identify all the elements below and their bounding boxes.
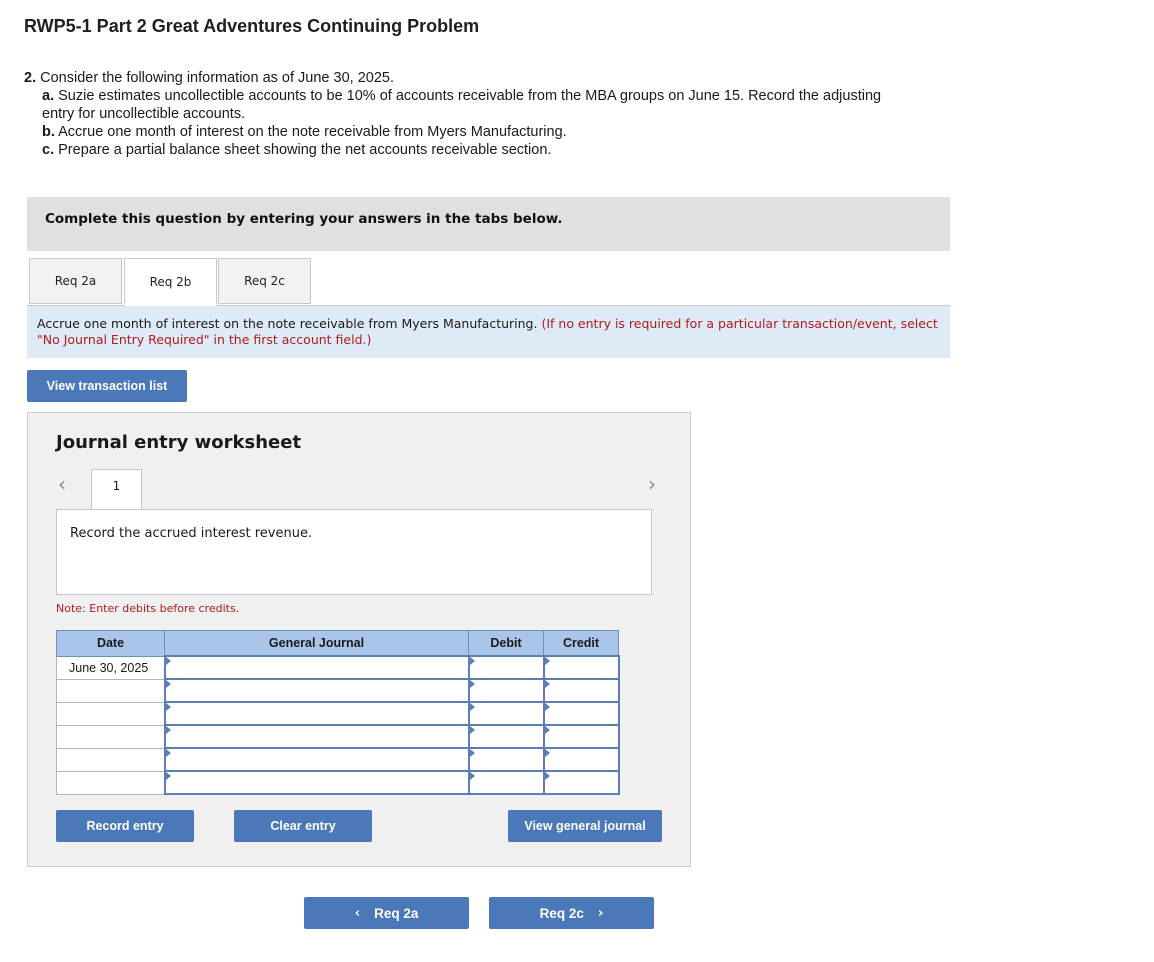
page-title: RWP5-1 Part 2 Great Adventures Continuing Problem — [24, 16, 480, 36]
date-cell — [57, 702, 165, 725]
table-row — [57, 771, 619, 794]
tab-req-2a[interactable]: Req 2a — [29, 258, 122, 304]
account-input[interactable] — [165, 771, 469, 794]
worksheet-title: Journal entry worksheet — [56, 432, 302, 453]
next-req-button[interactable] — [489, 897, 654, 929]
debit-input[interactable] — [469, 771, 544, 794]
chevron-right-icon[interactable]: › — [648, 472, 656, 496]
entry-description: Record the accrued interest revenue. — [56, 509, 652, 595]
question-part-c: c. Prepare a partial balance sheet showing the net accounts receivable section. — [42, 142, 552, 158]
debit-input[interactable] — [469, 702, 544, 725]
column-header-debit: Debit — [469, 631, 544, 657]
view-general-journal-button[interactable]: View general journal — [508, 810, 662, 842]
account-input[interactable] — [165, 748, 469, 771]
prev-req-label: Req 2a — [374, 905, 419, 921]
requirement-instruction: Accrue one month of interest on the note receivable from Myers Manufacturing. (If no entry is required for a particular transaction/event, select "No Journal Entry Required" in the first account field.) — [27, 306, 950, 358]
instruction-hint: (If no entry is required for a particular transaction/event, select "No Journal Entry Required" in the first account field.) — [37, 316, 938, 347]
view-transaction-list-button[interactable]: View transaction list — [27, 370, 187, 402]
tab-req-2c[interactable]: Req 2c — [218, 258, 311, 304]
clear-entry-button[interactable]: Clear entry — [234, 810, 372, 842]
table-row — [57, 702, 619, 725]
next-req-label: Req 2c — [539, 905, 584, 921]
date-cell — [57, 748, 165, 771]
debit-input[interactable] — [469, 725, 544, 748]
date-cell: June 30, 2025 — [57, 656, 165, 679]
prev-req-button[interactable] — [304, 897, 469, 929]
chevron-right-icon: › — [597, 905, 604, 921]
date-cell — [57, 679, 165, 702]
debit-input[interactable] — [469, 679, 544, 702]
question-text — [24, 69, 881, 159]
credit-input[interactable] — [544, 702, 619, 725]
account-input[interactable] — [165, 725, 469, 748]
question-intro: 2. Consider the following information as of June 30, 2025. — [24, 70, 394, 86]
column-header-general-journal: General Journal — [165, 631, 469, 657]
credit-input[interactable] — [544, 679, 619, 702]
account-input[interactable] — [165, 679, 469, 702]
column-header-date: Date — [57, 631, 165, 657]
record-entry-button[interactable]: Record entry — [56, 810, 194, 842]
chevron-left-icon[interactable]: ‹ — [58, 472, 66, 496]
question-part-a: a. Suzie estimates uncollectible accounts to be 10% of accounts receivable from the MBA groups on June 15. Record the adjusting entry for uncollectible accounts. — [42, 88, 882, 122]
credit-input[interactable] — [544, 725, 619, 748]
table-row — [57, 656, 619, 679]
credit-input[interactable] — [544, 771, 619, 794]
account-input[interactable] — [165, 702, 469, 725]
table-row — [57, 679, 619, 702]
worksheet-page-tab[interactable]: 1 — [91, 469, 142, 510]
debit-input[interactable] — [469, 748, 544, 771]
account-input[interactable] — [165, 656, 469, 679]
debit-credit-note: Note: Enter debits before credits. — [56, 602, 240, 615]
question-part-b: b. Accrue one month of interest on the note receivable from Myers Manufacturing. — [42, 124, 567, 140]
tab-req-2b[interactable]: Req 2b — [124, 258, 217, 306]
chevron-left-icon: ‹ — [354, 905, 361, 921]
credit-input[interactable] — [544, 656, 619, 679]
credit-input[interactable] — [544, 748, 619, 771]
debit-input[interactable] — [469, 656, 544, 679]
date-cell — [57, 725, 165, 748]
table-row — [57, 725, 619, 748]
table-row — [57, 748, 619, 771]
column-header-credit: Credit — [544, 631, 619, 657]
instructions-banner: Complete this question by entering your answers in the tabs below. — [27, 197, 950, 251]
date-cell — [57, 771, 165, 794]
journal-table — [56, 630, 620, 795]
